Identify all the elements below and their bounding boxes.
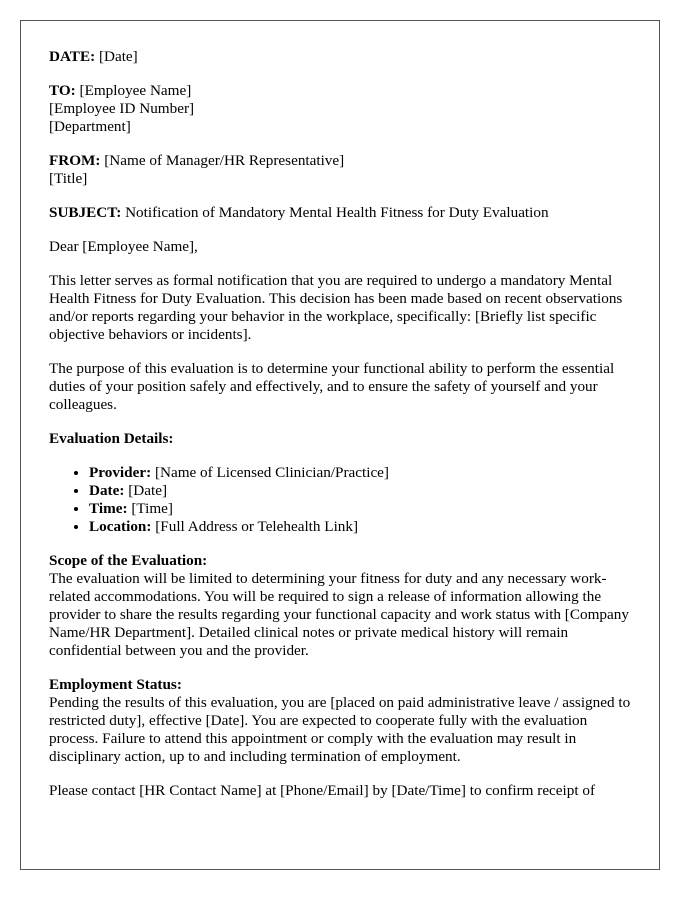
date-value: [Date]	[98, 48, 138, 65]
item-value: [Name of Licensed Clinician/Practice]	[154, 464, 389, 481]
from-block	[49, 152, 637, 188]
employee-name: [Employee Name]	[79, 82, 192, 99]
item-value: [Time]	[131, 500, 173, 517]
employee-id: [Employee ID Number]	[49, 100, 195, 117]
scope-section	[49, 552, 637, 660]
to-block	[49, 82, 637, 136]
manager-name: [Name of Manager/HR Representative]	[104, 152, 345, 169]
to-line-1	[49, 82, 637, 100]
item-label: Date:	[89, 482, 125, 499]
date-label: DATE:	[49, 48, 96, 65]
date-line	[49, 48, 637, 66]
employment-status-text: Pending the results of this evaluation, you are [placed on paid administrative leave / assigned to restricted duty], effective [Date]. You are expected to cooperate fully with the evaluation process. Failure to attend this appointment or comply with the evaluation may result in disciplinary action, up to and including termination of employment.	[49, 694, 631, 765]
evaluation-details-title	[49, 430, 637, 448]
evaluation-details-list	[49, 464, 637, 536]
list-item	[89, 464, 637, 482]
letter-page	[20, 20, 660, 870]
list-item	[89, 482, 637, 500]
item-label: Time:	[89, 500, 128, 517]
subject-label: SUBJECT:	[49, 204, 122, 221]
employment-status-title: Employment Status:	[49, 676, 182, 693]
to-label: TO:	[49, 82, 76, 99]
manager-title: [Title]	[49, 170, 88, 187]
from-label: FROM:	[49, 152, 101, 169]
closing-paragraph: Please contact [HR Contact Name] at [Phone/Email] by [Date/Time] to confirm receipt of	[49, 782, 596, 799]
item-value: [Date]	[128, 482, 168, 499]
item-label: Provider:	[89, 464, 152, 481]
intro-paragraph: This letter serves as formal notification that you are required to undergo a mandatory Mental Health Fitness for Duty Evaluation. This decision has been made based on recent observations and/or reports regarding your behavior in the workplace, specifically: [Briefly list specific objective behaviors or incidents].	[49, 272, 623, 343]
department: [Department]	[49, 118, 131, 135]
list-item	[89, 518, 637, 536]
item-label: Location:	[89, 518, 152, 535]
evaluation-details-heading: Evaluation Details:	[49, 430, 174, 447]
purpose-paragraph: The purpose of this evaluation is to determine your functional ability to perform the essential duties of your position safely and effectively, and to ensure the safety of yourself and your colleagues.	[49, 360, 615, 413]
scope-title: Scope of the Evaluation:	[49, 552, 208, 569]
item-value: [Full Address or Telehealth Link]	[155, 518, 359, 535]
subject-line	[49, 204, 637, 222]
subject-value: Notification of Mandatory Mental Health Fitness for Duty Evaluation	[125, 204, 549, 221]
scope-text: The evaluation will be limited to determining your fitness for duty and any necessary work-related accommodations. You will be required to sign a release of information allowing the provider to share the results regarding your functional capacity and work status with [Company Name/HR Department]. Detailed clinical notes or private medical history will remain confidential between you and the provider.	[49, 570, 629, 659]
employment-status-section	[49, 676, 637, 766]
from-line-1	[49, 152, 637, 170]
letter-content	[49, 48, 637, 816]
list-item	[89, 500, 637, 518]
salutation: Dear [Employee Name],	[49, 238, 198, 255]
